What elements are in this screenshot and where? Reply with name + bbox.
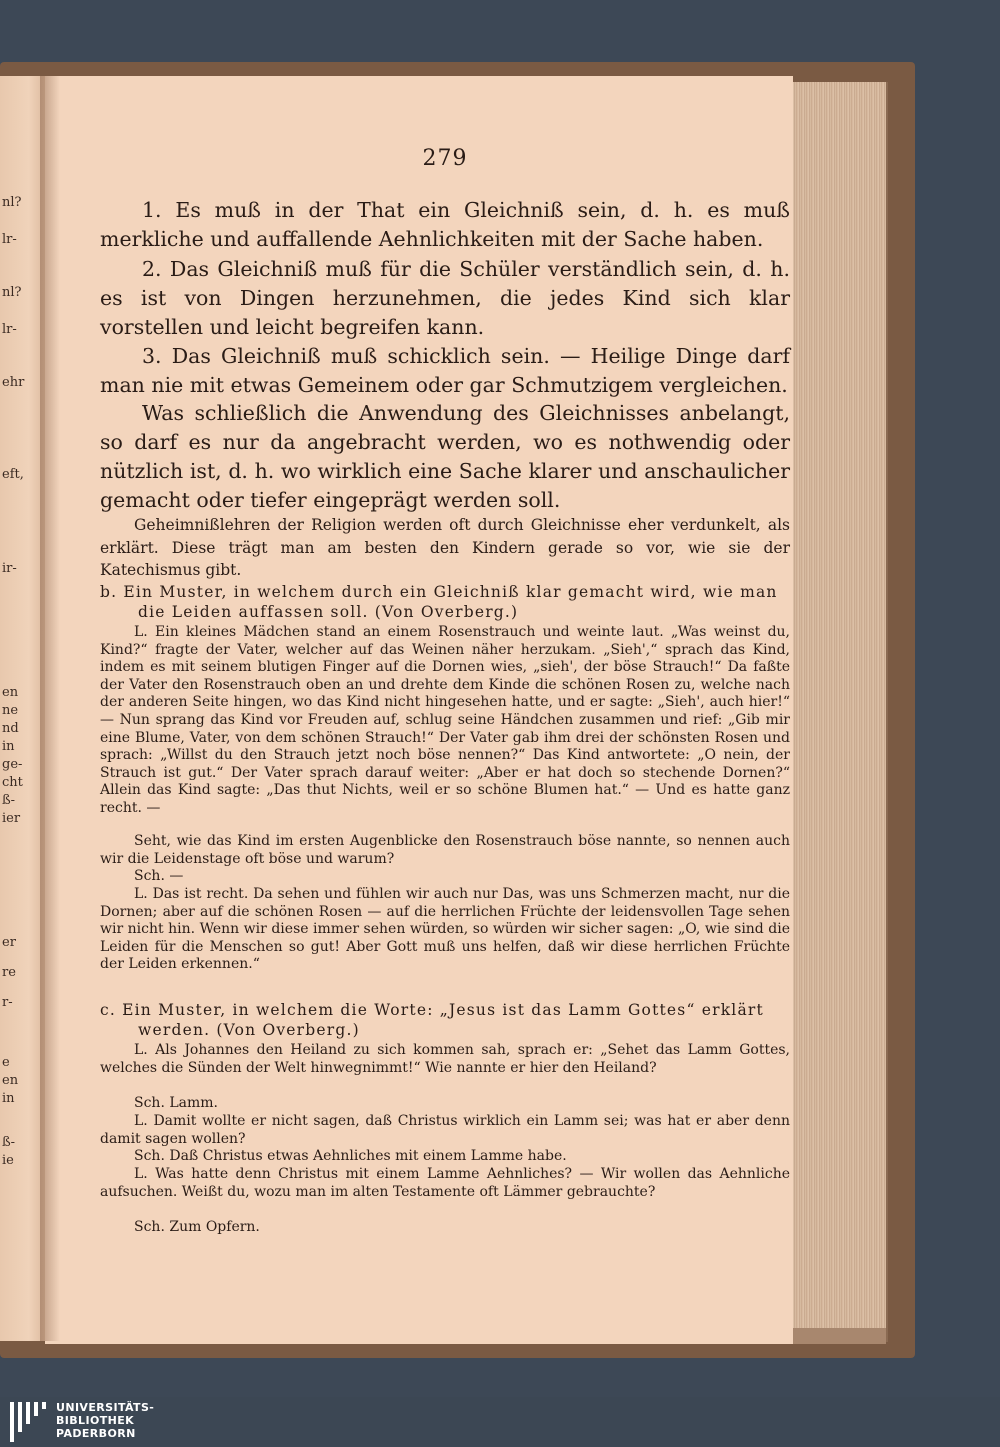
section-b-explanation: L. Das ist recht. Da sehen und fühlen wir auch nur Das, was uns Schmerzen macht, nur die Dornen; aber auf die schönen Rosen — auf die herrlichen Früchte der leidensvollen Tage sehen wir nicht hin. Wenn wir diese immer sehen würden, so würden wir sicher sagen: „O, wie sind die Leiden für die Menschen so gut! Aber Gott muß uns helfen, daß wir diese herrlichen Früchte der Leiden erkennen.“	[100, 886, 790, 973]
section-c-heading: c. Ein Muster, in welchem die Worte: „Jesus ist das Lamm Gottes“ erklärt werden. (Von Overberg.)	[100, 1001, 764, 1039]
section-c-student-2: Sch. Daß Christus etwas Aehnliches mit einem Lamme habe.	[134, 1148, 567, 1164]
section-c-student-3: Sch. Zum Opfern.	[134, 1219, 260, 1235]
margin-fragment: en	[2, 685, 19, 700]
margin-fragment: ehr	[2, 375, 25, 390]
rule-2: 2. Das Gleichniß muß für die Schüler verständlich sein, d. h. es ist von Dingen herzunehmen, die jedes Kind sich klar vorstellen und leicht begreifen kann.	[100, 257, 790, 339]
right-page	[45, 76, 793, 1344]
section-c-student-1: Sch. Lamm.	[134, 1095, 218, 1111]
book-gutter	[40, 76, 60, 1341]
margin-fragment: ir-	[2, 561, 17, 576]
library-name-line3: PADERBORN	[56, 1427, 136, 1440]
margin-fragment: re	[2, 965, 16, 980]
library-logo-icon	[8, 1400, 48, 1444]
section-b-heading: b. Ein Muster, in welchem durch ein Gleichniß klar gemacht wird, wie man die Leiden auffassen soll. (Von Overberg.)	[100, 583, 778, 621]
note-paragraph: Geheimnißlehren der Religion werden oft durch Gleichnisse eher verdunkelt, als erklärt. Diese trägt man am besten den Kindern gerade so vor, wie sie der Katechismus gibt.	[100, 516, 790, 579]
margin-fragment: nd	[2, 721, 19, 736]
library-name-line2: BIBLIOTHEK	[56, 1414, 135, 1427]
margin-fragment: in	[2, 1091, 15, 1106]
margin-fragment: er	[2, 935, 16, 950]
margin-fragment: lr-	[2, 232, 17, 247]
library-name-line1: UNIVERSITÄTS-	[56, 1401, 155, 1414]
margin-fragment: eft,	[2, 467, 24, 482]
margin-fragment: en	[2, 1073, 19, 1088]
margin-fragment: in	[2, 739, 15, 754]
margin-fragment: r-	[2, 995, 13, 1010]
margin-fragment: nl?	[2, 195, 22, 210]
margin-fragment: ne	[2, 703, 19, 718]
section-c-teacher-2: L. Damit wollte er nicht sagen, daß Christus wirklich ein Lamm sei; was hat er aber denn damit sagen wollen?	[100, 1113, 790, 1147]
margin-fragment: ier	[2, 811, 21, 826]
margin-fragment: ß-	[2, 793, 16, 808]
page-number: 279	[422, 146, 468, 171]
margin-fragment: e	[2, 1055, 10, 1070]
page-edges	[790, 82, 888, 1342]
rule-1: 1. Es muß in der That ein Gleichniß sein, d. h. es muß merkliche und auffallende Aehnlichkeiten mit der Sache haben.	[100, 198, 790, 251]
section-b-question: Seht, wie das Kind im ersten Augenblicke den Rosenstrauch böse nannte, so nennen auch wir die Leidenstage oft böse und warum?	[100, 833, 790, 867]
margin-fragment: ß-	[2, 1135, 16, 1150]
rule-3: 3. Das Gleichniß muß schicklich sein. — Heilige Dinge darf man nie mit etwas Gemeinem oder gar Schmutzigem vergleichen.	[100, 344, 790, 397]
section-c-teacher-1: L. Als Johannes den Heiland zu sich kommen sah, sprach er: „Sehet das Lamm Gottes, welches die Sünden der Welt hinwegnimmt!“ Wie nannte er hier den Heiland?	[100, 1042, 790, 1076]
page-edges-bottom	[790, 1328, 886, 1344]
section-b-story: L. Ein kleines Mädchen stand an einem Rosenstrauch und weinte laut. „Was weinst du, Kind?“ fragte der Vater, welcher auf das Weinen näher herzukam. „Sieh',“ sprach das Kind, indem es mit seinem blutigen Finger auf die Dornen wies, „sieh', der böse Strauch!“ Da faßte der Vater den Rosenstrauch oben an und drehte dem Kinde die schönen Rosen zu, welche nach der anderen Seite hingen, wo das Kind nicht hingesehen hatte, und er sagte: „Sieh', auch hier!“ — Nun sprang das Kind vor Freuden auf, schlug seine Händchen zusammen und rief: „Gib mir eine Blume, Vater, von dem schönen Strauch!“ Der Vater gab ihm drei der schönsten Rosen und sprach: „Willst du den Strauch jetzt noch böse nennen?“ Das Kind antwortete: „O nein, der Strauch ist gut.“ Der Vater sprach darauf weiter: „Aber er hat doch so stechende Dornen?“ Allein das Kind sagte: „Das thut Nichts, weil er so schöne Blumen hat.“ — Und es hatte ganz recht. —	[100, 624, 790, 816]
margin-fragment: cht	[2, 775, 23, 790]
section-b-answer: Sch. —	[134, 868, 184, 884]
margin-fragment: lr-	[2, 322, 17, 337]
rule-application: Was schließlich die Anwendung des Gleichnisses anbelangt, so darf es nur da angebracht werden, wo es nothwendig oder nützlich ist, d. h. wo wirklich eine Sache klarer und anschaulicher gemacht oder tiefer eingeprägt werden soll.	[100, 401, 790, 512]
section-c-teacher-3: L. Was hatte denn Christus mit einem Lamme Aehnliches? — Wir wollen das Aehnliche aufsuchen. Weißt du, wozu man im alten Testamente oft Lämmer gebrauchte?	[100, 1166, 790, 1200]
margin-fragment: nl?	[2, 285, 22, 300]
margin-fragment: ge-	[2, 757, 23, 772]
margin-fragment: ie	[2, 1153, 14, 1168]
